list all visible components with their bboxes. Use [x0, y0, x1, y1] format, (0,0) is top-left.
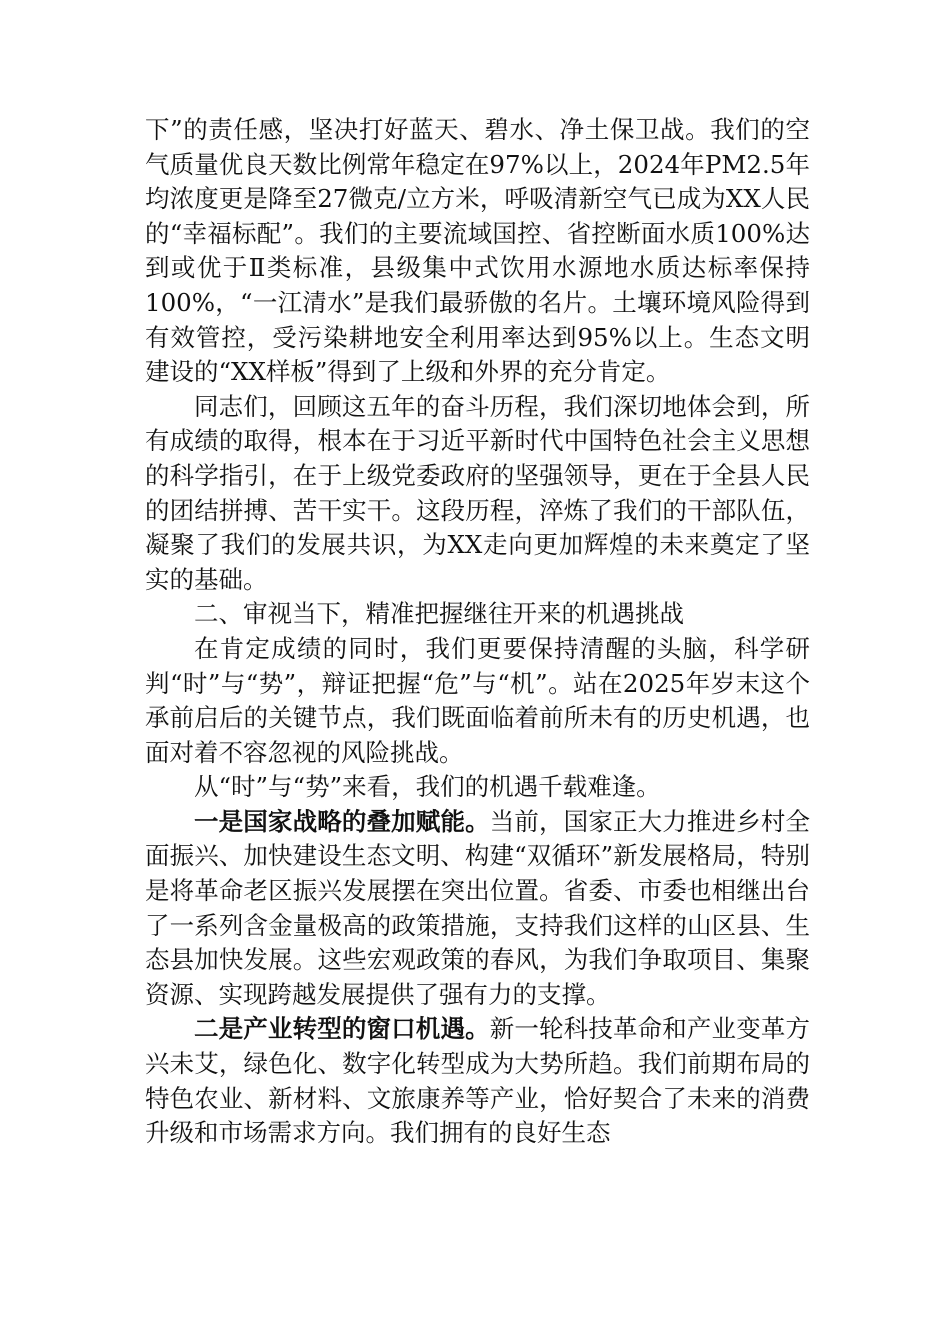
paragraph-industrial-transition [145, 1012, 810, 1150]
paragraph-environment [145, 113, 810, 390]
paragraph-opportunity-intro [145, 770, 810, 805]
paragraph-text: 同志们，回顾这五年的奋斗历程，我们深切地体会到，所有成绩的取得，根本在于习近平新时代中国特色社会主义思想的科学指引，在于上级党委政府的坚强领导，更在于全县人民的团结拼搏、苦干实干。这段历程，淬炼了我们的干部队伍，凝聚了我们的发展共识，为XX走向更加辉煌的未来奠定了坚实的基础。 [145, 391, 810, 594]
paragraph-review [145, 390, 810, 598]
paragraph-assessment [145, 632, 810, 770]
paragraph-national-strategy [145, 805, 810, 1013]
paragraph-lead-bold: 二是产业转型的窗口机遇。 [194, 1014, 490, 1044]
document-page [145, 113, 810, 1151]
section-heading-text: 二、审视当下，精准把握继往开来的机遇挑战 [194, 599, 684, 629]
paragraph-text: 在肯定成绩的同时，我们更要保持清醒的头脑，科学研判“时”与“势”，辩证把握“危”与“机”。站在2025年岁末这个承前启后的关键节点，我们既面临着前所未有的历史机遇，也面对着不容忽视的风险挑战。 [145, 633, 810, 767]
paragraph-lead-bold: 一是国家战略的叠加赋能。 [194, 806, 490, 836]
paragraph-text: 当前，国家正大力推进乡村全面振兴、加快建设生态文明、构建“双循环”新发展格局，特别是将革命老区振兴发展摆在突出位置。省委、市委也相继出台了一系列含金量极高的政策措施，支持我们这样的山区县、生态县加快发展。这些宏观政策的春风，为我们争取项目、集聚资源、实现跨越发展提供了强有力的支撑。 [145, 806, 810, 1009]
paragraph-text: 下”的责任感，坚决打好蓝天、碧水、净土保卫战。我们的空气质量优良天数比例常年稳定在97%以上，2024年PM2.5年均浓度更是降至27微克/立方米，呼吸清新空气已成为XX人民的“幸福标配”。我们的主要流域国控、省控断面水质100%达到或优于Ⅱ类标准，县级集中式饮用水源地水质达标率保持100%，“一江清水”是我们最骄傲的名片。土壤环境风险得到有效管控，受污染耕地安全利用率达到95%以上。生态文明建设的“XX样板”得到了上级和外界的充分肯定。 [145, 115, 810, 387]
paragraph-text: 新一轮科技革命和产业变革方兴未艾，绿色化、数字化转型成为大势所趋。我们前期布局的特色农业、新材料、文旅康养等产业，恰好契合了未来的消费升级和市场需求方向。我们拥有的良好生态 [145, 1014, 810, 1148]
section-heading [145, 597, 810, 632]
paragraph-text: 从“时”与“势”来看，我们的机遇千载难逢。 [194, 772, 661, 802]
